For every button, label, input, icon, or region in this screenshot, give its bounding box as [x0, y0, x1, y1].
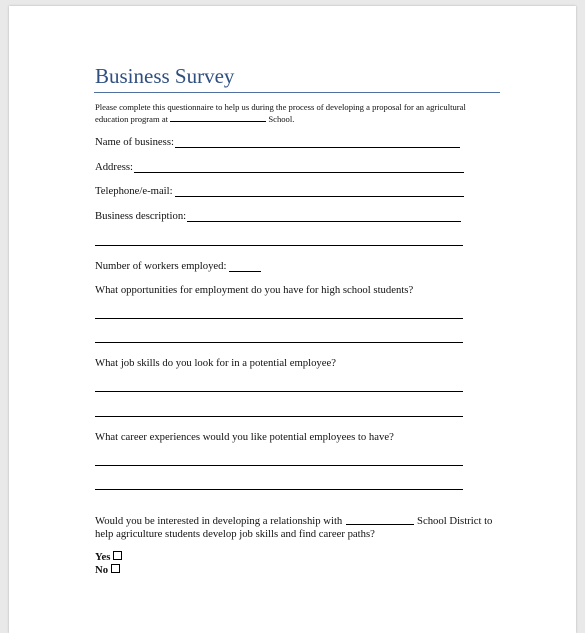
title-underline: [94, 92, 500, 93]
survey-page: [9, 6, 576, 633]
school-name-blank[interactable]: [170, 113, 266, 122]
business-description-line-2[interactable]: [95, 245, 463, 246]
answer-line-q2-2[interactable]: [95, 416, 463, 417]
workers-employed-line[interactable]: [229, 271, 261, 272]
no-label: No: [95, 564, 109, 576]
answer-line-q2-1[interactable]: [95, 391, 463, 392]
intro-line-2-prefix: education program at: [95, 114, 169, 124]
answer-line-q3-2[interactable]: [95, 489, 463, 490]
question-job-skills: What job skills do you look for in a potential employee?: [95, 357, 337, 369]
intro-line-1: Please complete this questionnaire to help us during the process of developing a proposal for an agricultural: [95, 102, 466, 112]
intro-line-2: [95, 113, 505, 125]
question-relationship-part-1: Would you be interested in developing a relationship with: [95, 515, 343, 527]
relationship-blank-line[interactable]: [346, 524, 414, 525]
question-employment-opportunities: What opportunities for employment do you have for high school students?: [95, 284, 414, 296]
address-label: Address:: [95, 161, 133, 173]
question-relationship-part-2: School District to: [417, 515, 493, 527]
address-line[interactable]: [134, 172, 464, 173]
answer-line-q1-2[interactable]: [95, 342, 463, 343]
intro-line-2-suffix: School.: [268, 114, 295, 124]
question-relationship-line-2: help agriculture students develop job skills and find career paths?: [95, 528, 375, 540]
business-name-label: Name of business:: [95, 136, 174, 148]
yes-option[interactable]: [95, 551, 122, 563]
yes-checkbox[interactable]: [113, 551, 122, 560]
intro-paragraph: [95, 102, 505, 125]
business-description-line-1[interactable]: [187, 221, 461, 222]
workers-employed-label: Number of workers employed:: [95, 260, 227, 272]
business-description-label: Business description:: [95, 210, 187, 222]
telephone-email-label: Telephone/e-mail:: [95, 185, 173, 197]
yes-label: Yes: [95, 551, 111, 563]
business-name-line[interactable]: [175, 147, 460, 148]
question-career-experiences: What career experiences would you like potential employees to have?: [95, 431, 394, 443]
answer-line-q1-1[interactable]: [95, 318, 463, 319]
no-checkbox[interactable]: [111, 564, 120, 573]
page-title: Business Survey: [95, 64, 235, 88]
answer-line-q3-1[interactable]: [95, 465, 463, 466]
telephone-email-line[interactable]: [175, 196, 464, 197]
no-option[interactable]: [95, 564, 120, 576]
